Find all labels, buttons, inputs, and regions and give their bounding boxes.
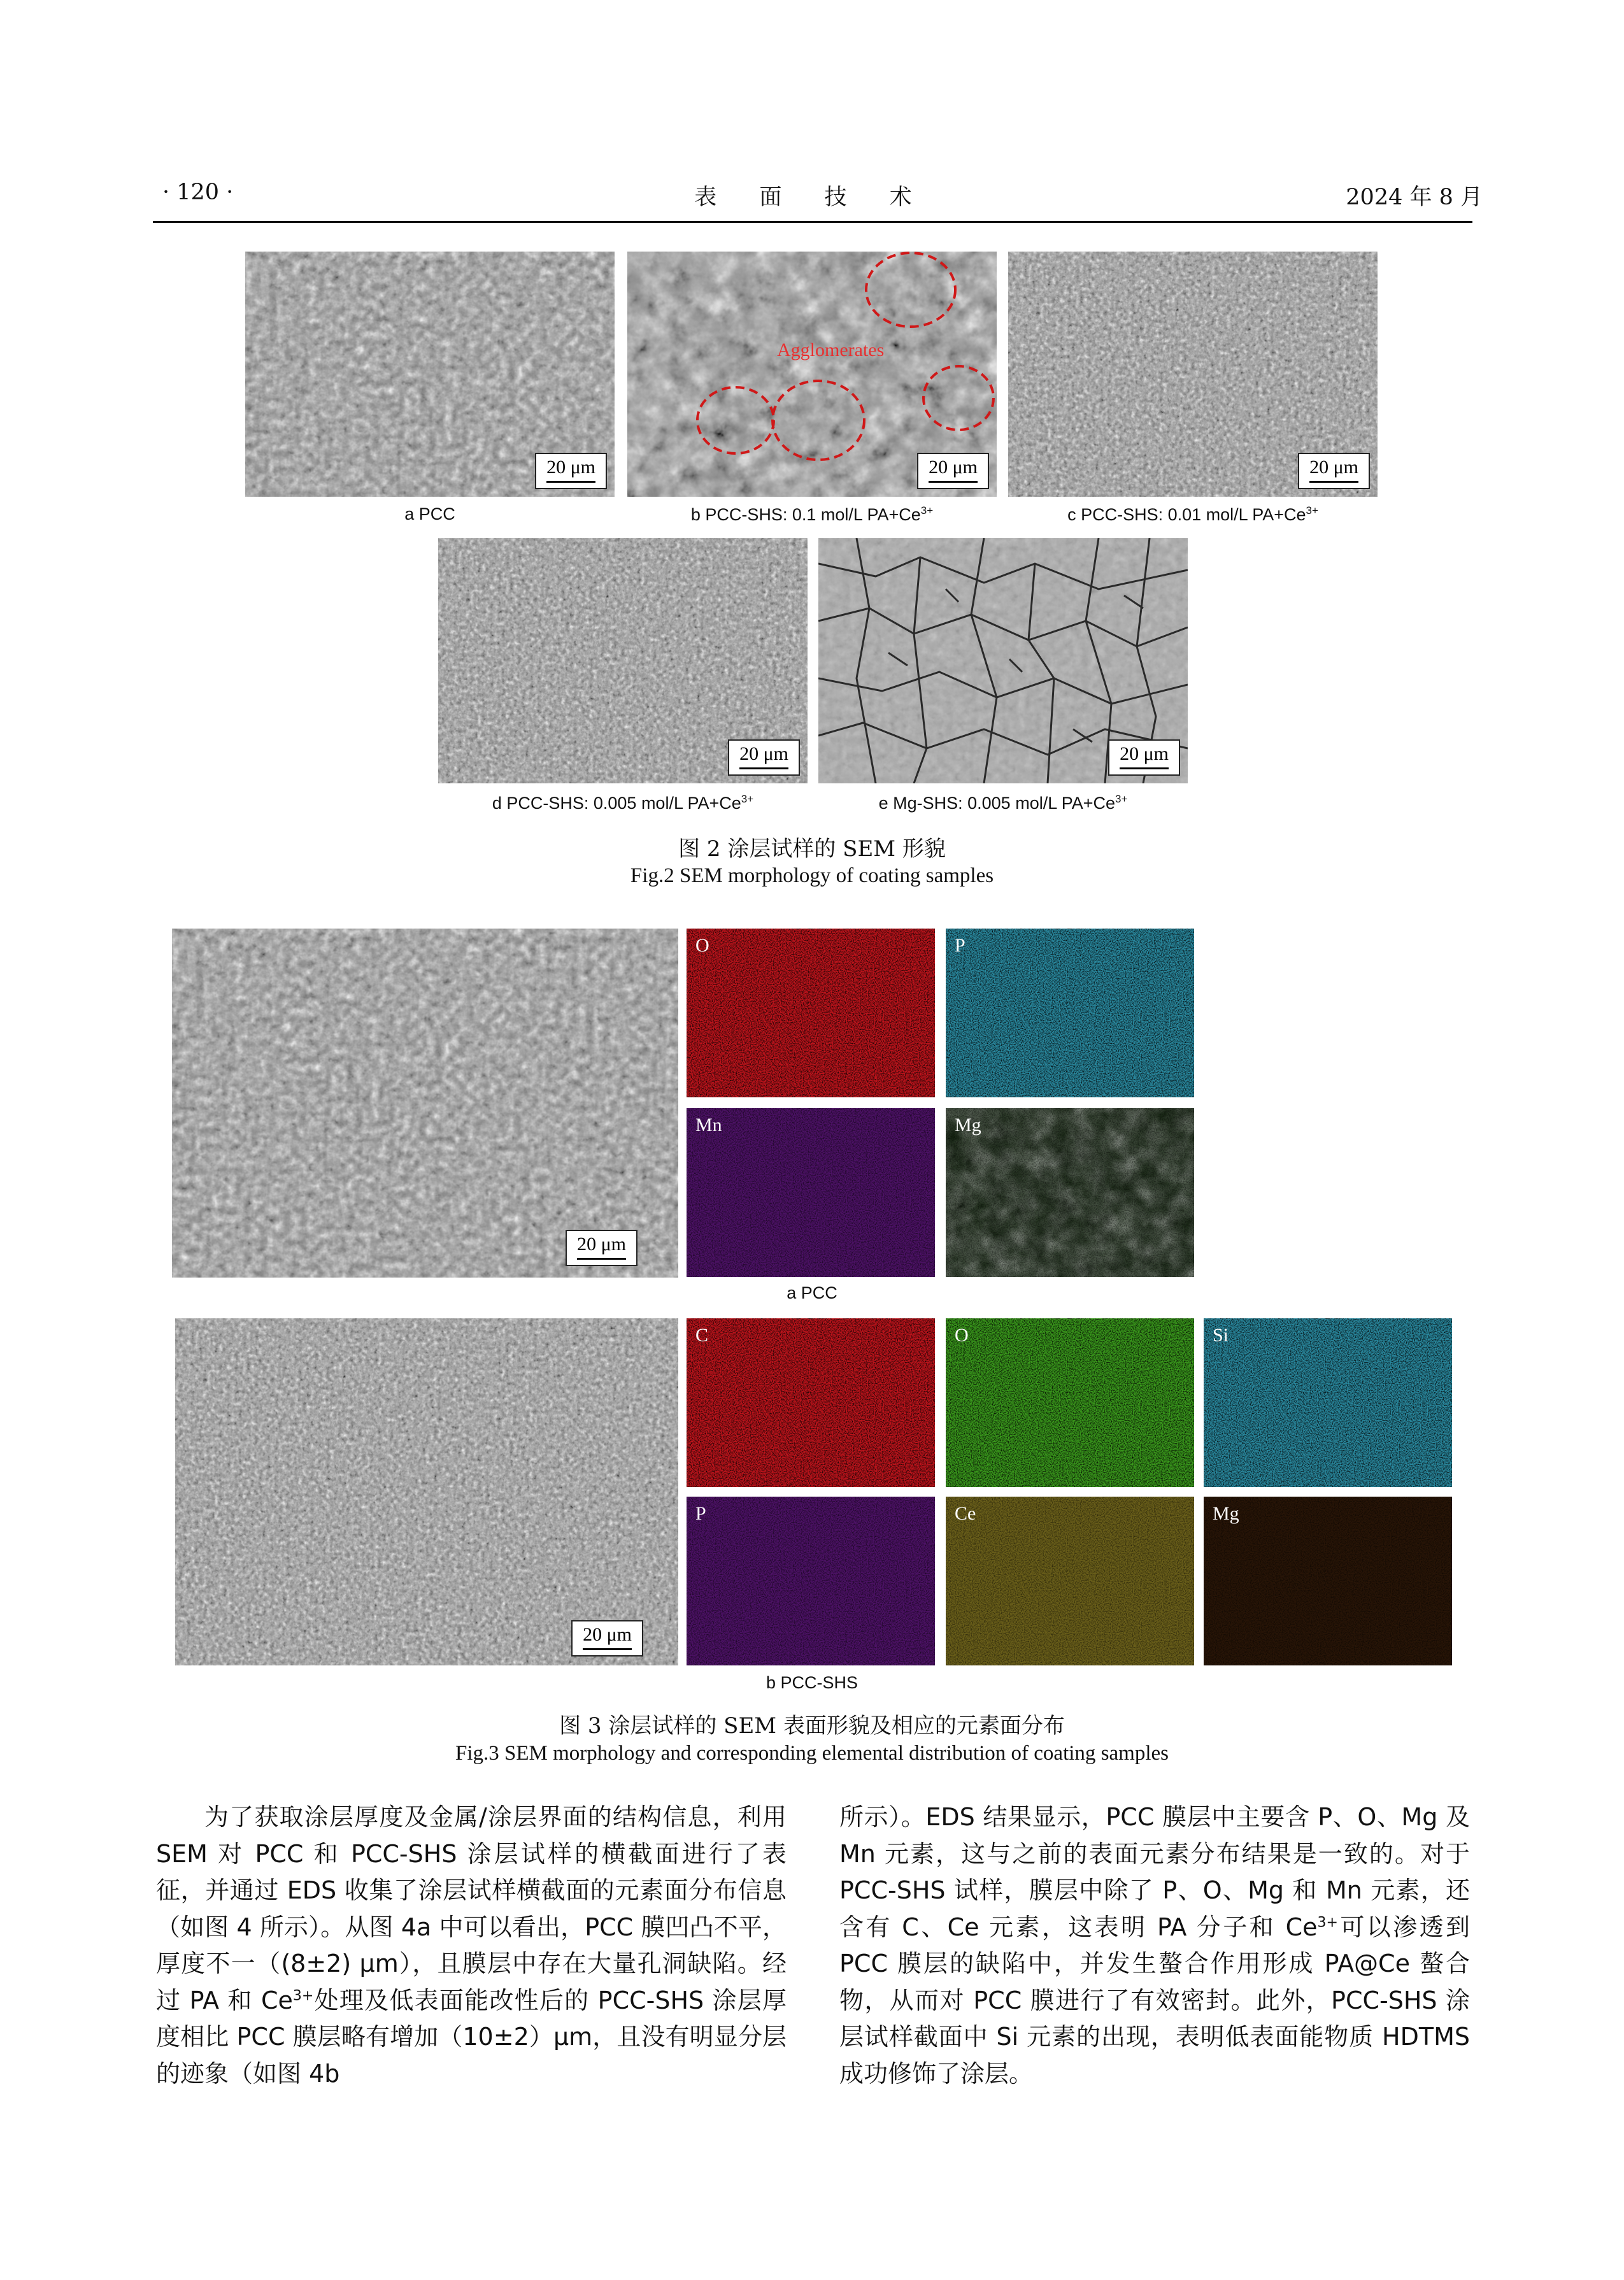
scale-bar: 20 μm bbox=[566, 1230, 637, 1266]
scale-bar: 20 μm bbox=[535, 453, 607, 489]
scale-bar: 20 μm bbox=[917, 453, 989, 489]
figure-3-caption-en: Fig.3 SEM morphology and corresponding elemental distribution of coating samples bbox=[455, 1742, 1169, 1765]
panel-label-c: c PCC-SHS: 0.01 mol/L $PA+Ce^{3+}$ bbox=[1067, 504, 1318, 524]
eds-map-o-b: O bbox=[946, 1318, 1194, 1487]
scale-bar: 20 μm bbox=[728, 739, 800, 776]
sem-image-c bbox=[1008, 252, 1378, 497]
scale-bar: 20 μm bbox=[1108, 739, 1180, 776]
scale-bar: 20 μm bbox=[1298, 453, 1370, 489]
sem-image-3b bbox=[175, 1318, 678, 1665]
eds-map-mn: Mn bbox=[687, 1108, 935, 1277]
eds-map-si: Si bbox=[1204, 1318, 1452, 1487]
body-left-column: 为了获取涂层厚度及金属/涂层界面的结构信息，利用 SEM 对 PCC 和 PCC-SHS 涂层试样的横截面进行了表征，并通过 EDS 收集了涂层试样横截面的元素面分布信息（如图 4 所示）。从图 4a 中可以看出，PCC 膜凹凸不平，厚度不一（(8±2) μm），且膜层中存在大量孔洞缺陷。经过 PA 和 $Ce^{3+}$处理及低表面能改性后的 PCC-SHS 涂层厚度相比 PCC 膜层略有增加（10±2）μm，且没有明显分层的迹象（如图 4b bbox=[156, 1803, 787, 2088]
sem-image-d bbox=[438, 538, 808, 783]
figure-3-caption-cn: 图 3 涂层试样的 SEM 表面形貌及相应的元素面分布 bbox=[559, 1713, 1065, 1739]
eds-map-ce: Ce bbox=[946, 1497, 1194, 1665]
sem-image-b bbox=[627, 252, 997, 497]
sem-image-a bbox=[245, 252, 615, 497]
panel-label-a: a PCC bbox=[404, 504, 455, 524]
figure-2-caption-cn: 图 2 涂层试样的 SEM 形貌 bbox=[678, 836, 946, 862]
eds-map-c: C bbox=[687, 1318, 935, 1487]
panel-label-e: e Mg-SHS: 0.005 mol/L $PA+Ce^{3+}$ bbox=[878, 793, 1128, 813]
panel-label-b: b PCC-SHS: 0.1 mol/L $PA+Ce^{3+}$ bbox=[690, 504, 934, 524]
panel-label-3a: a PCC bbox=[787, 1283, 837, 1302]
scale-bar: 20 μm bbox=[571, 1620, 643, 1657]
body-text: 处理及低表面能改性后的 PCC-SHS 涂层厚度相比 PCC 膜层略有增加（10±2）μm，且没有明显分层的迹象（如图 4b bbox=[156, 1986, 787, 2088]
eds-map-p-b: P bbox=[687, 1497, 935, 1665]
journal-title: 表 面 技 术 bbox=[694, 185, 930, 210]
body-text: 为了获取涂层厚度及金属/涂层界面的结构信息，利用 SEM 对 PCC 和 PCC-SHS 涂层试样的横截面进行了表征，并通过 EDS 收集了涂层试样横截面的元素面分布信息（如图 4 所示）。从图 4a 中可以看出，PCC 膜凹凸不平，厚度不一（(8±2) μm），且膜层中存在大量孔洞缺陷。经过 PA 和 Ce bbox=[156, 1803, 787, 2014]
panel-label-d: d PCC-SHS: 0.005 mol/L $PA+Ce^{3+}$ bbox=[492, 793, 754, 813]
header-rule bbox=[153, 221, 1472, 223]
body-text: 所示）。EDS 结果显示，PCC 膜层中主要含 P、O、Mg 及 Mn 元素，这与之前的表面元素分布结果是一致的。对于 PCC-SHS 试样，膜层中除了 P、O、Mg 和 Mn 元素，还含有 C、Ce 元素，这表明 PA 分子和 Ce bbox=[839, 1803, 1470, 1941]
figure-2-caption-en: Fig.2 SEM morphology of coating samples bbox=[630, 864, 994, 887]
sem-image-e bbox=[818, 538, 1188, 783]
issue-date: 2024 年 8 月 bbox=[1346, 185, 1483, 210]
body-text: 可以渗透到 PCC 膜层的缺陷中，并发生螯合作用形成 PA@Ce 螯合物，从而对 PCC 膜进行了有效密封。此外，PCC-SHS 涂层试样截面中 Si 元素的出现，表明低表面能物质 HDTMS 成功修饰了涂层。 bbox=[839, 1913, 1470, 2088]
eds-map-o: O bbox=[687, 929, 935, 1097]
agglomerates-annotation: Agglomerates bbox=[777, 339, 885, 360]
page-number: · 120 · bbox=[162, 180, 234, 205]
eds-map-mg: Mg bbox=[946, 1108, 1194, 1277]
panel-label-3b: b PCC-SHS bbox=[766, 1673, 858, 1692]
body-right-column: 所示）。EDS 结果显示，PCC 膜层中主要含 P、O、Mg 及 Mn 元素，这与之前的表面元素分布结果是一致的。对于 PCC-SHS 试样，膜层中除了 P、O、Mg 和 Mn 元素，还含有 C、Ce 元素，这表明 PA 分子和 $Ce^{3+}$可以渗透到 PCC 膜层的缺陷中，并发生螯合作用形成 PA@Ce 螯合物，从而对 PCC 膜进行了有效密封。此外，PCC-SHS 涂层试样截面中 Si 元素的出现，表明低表面能物质 HDTMS 成功修饰了涂层。 bbox=[839, 1803, 1470, 2088]
eds-map-mg-b: Mg bbox=[1204, 1497, 1452, 1665]
sem-image-3a bbox=[172, 929, 678, 1278]
eds-map-p: P bbox=[946, 929, 1194, 1097]
